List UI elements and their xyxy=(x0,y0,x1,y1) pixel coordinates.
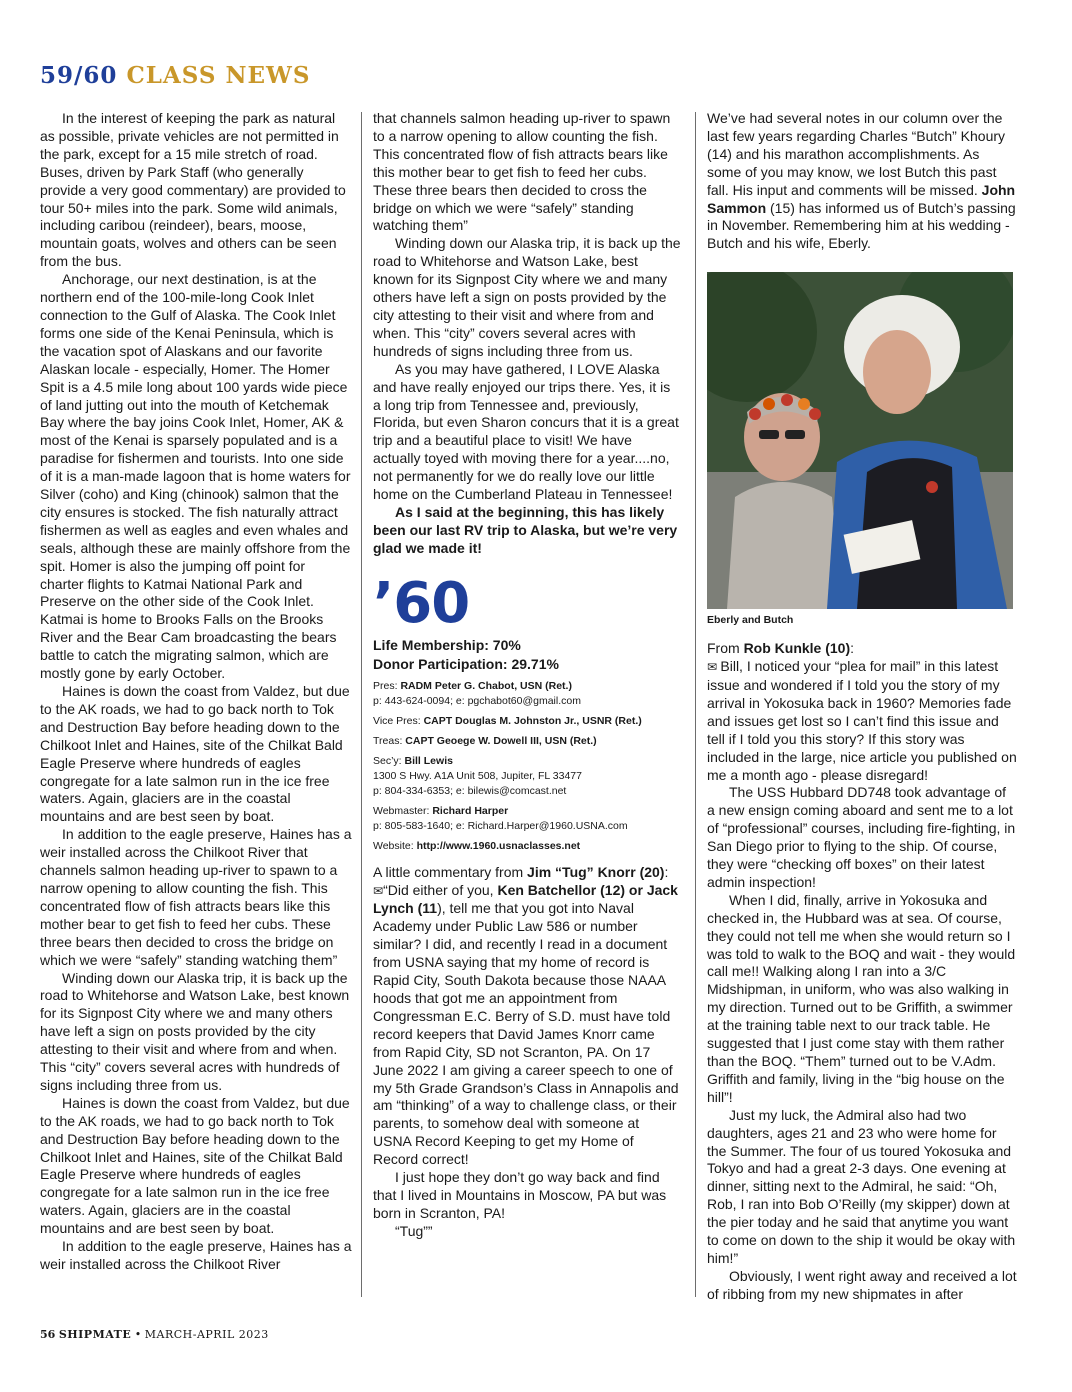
contact: p: 805-583-1640; e: Richard.Harper@1960.USNA.com xyxy=(373,819,628,832)
person-name: John Sammon xyxy=(707,181,1016,216)
paragraph: that channels salmon heading up-river to spawn to a narrow opening to allow counting the fish. This concentrated flow of fish attracts bears like this mother bear to get fish to feed her cubs. These three bears then decided to cross the bridge on which we were “safely” standing watching them” xyxy=(373,110,671,234)
label: Vice Pres: xyxy=(373,714,424,727)
magazine-name: SHIPMATE xyxy=(58,1328,132,1341)
paragraph: Haines is down the coast from Valdez, but due to the AK roads, we had to go back north to Tok and Destruction Bay before heading down to the Chilkoot Inlet and Haines, site of the Chilkat Bald Eagle Preserve where hundreds of eagles congregate for a late salmon run in the ice free waters. Again, glaciers are in the coastal mountains and are best seen by boat. xyxy=(40,683,350,825)
paragraph: Winding down our Alaska trip, it is back up the road to Whitehorse and Watson Lake, best known for its Signpost City where we and many others have left a sign on posts provided by the city attesting to their visit and where from and when. This “city” covers several acres with hundreds of signs including three from us. xyxy=(373,235,681,359)
contact: p: 443-624-0094; e: pgchabot60@gmail.com xyxy=(373,694,581,707)
column-divider xyxy=(695,112,696,1297)
author-name: Rob Kunkle (10) xyxy=(743,640,851,657)
website-link[interactable]: http://www.1960.usnaclasses.net xyxy=(416,839,581,852)
paragraph: In the interest of keeping the park as natural as possible, private vehicles are not permitted in the park, except for a 15 mile stretch of road. Buses, driven by Park Staff (who generally provide a very good commentary) are provided to tour 50+ miles into the park. Some wild animals, including caribou (reindeer), bears, moose, mountain goats, wolves and others can be seen from the bus. xyxy=(40,110,346,270)
text: : xyxy=(850,640,855,657)
officer-vice-pres xyxy=(373,714,681,729)
paragraph: I just hope they don’t go way back and find that I lived in Mountains in Moscow, PA but was born in Scranton, PA! xyxy=(373,1169,667,1221)
officer-name: Richard Harper xyxy=(432,804,509,817)
text: A little commentary from xyxy=(373,863,528,880)
letter xyxy=(373,882,681,1170)
class-number: 59/60 xyxy=(40,62,118,89)
column-divider xyxy=(361,112,362,1297)
envelope-icon: ✉ xyxy=(707,660,721,675)
commentary-intro xyxy=(373,864,681,882)
paragraph: Just my luck, the Admiral also had two daughters, ages 21 and 23 who were home for the Summer. The four of us toured Yokosuka and Tokyo and had a great 2-3 days. One evening at dinner, sitting next to the Admiral, he said: “Oh, Rob, I ran into Bob O’Reilly (my skipper) down at the pier today and he said that anytime you want to come on down to the ship it would be okay with him!” xyxy=(707,1106,1016,1266)
paragraph: Obviously, I went right away and received a lot of ribbing from my new shipmates in after xyxy=(707,1267,1017,1302)
class-year-heading: ’60 xyxy=(373,570,470,636)
officer-name: CAPT Geoege W. Dowell III, USN (Ret.) xyxy=(405,734,597,747)
letter xyxy=(707,658,1017,784)
paragraph: Winding down our Alaska trip, it is back up the road to Whitehorse and Watson Lake, best known for its Signpost City where we and many others have left a sign on posts provided by the city attesting to their visit and where from and when. This “city” covers several acres with hundreds of signs including three from us. xyxy=(40,969,350,1093)
column-3 xyxy=(707,110,1017,1304)
page-footer xyxy=(40,1328,269,1341)
life-membership: Life Membership: 70% xyxy=(373,636,521,653)
wedding-photo xyxy=(707,272,1013,609)
officer-secy xyxy=(373,754,681,799)
address: 1300 S Hwy. A1A Unit 508, Jupiter, FL 33477 xyxy=(373,769,582,782)
paragraph-bold xyxy=(373,504,681,558)
officer-webmaster xyxy=(373,804,681,834)
issue-date: MARCH-APRIL 2023 xyxy=(144,1328,269,1341)
photo-illustration xyxy=(707,272,1013,609)
text: From xyxy=(707,640,744,657)
paragraph: The USS Hubbard DD748 took advantage of a new ensign coming aboard and sent me to a lot of “professional” courses, including fire-fighting, in San Diego prior to flying to the ship. Of course, they were “checking off boxes” on their latest admin inspection! xyxy=(707,784,1016,890)
text: (15) has informed us of Butch’s passing in November. Remembering him at his wedding - Butch and his wife, Eberly. xyxy=(707,199,1016,252)
paragraph: In addition to the eagle preserve, Haines has a weir installed across the Chilkoot River xyxy=(40,1238,352,1272)
label: Pres: xyxy=(373,679,401,692)
label: Webmaster: xyxy=(373,804,433,817)
paragraph: As you may have gathered, I LOVE Alaska and have really enjoyed our trips there. Yes, it is a long trip from Tennessee and, previously, Florida, but even Sharon concurs that it is a great trip and a beautiful place to visit! We have actually toyed with moving there for a year....no, not permanently for we do really love our little home on the Cumberland Plateau in Tennessee! xyxy=(373,360,679,503)
text: : xyxy=(664,863,669,880)
paragraph: Haines is down the coast from Valdez, but due to the AK roads, we had to go back north to Tok and Destruction Bay before heading down to the Chilkoot Inlet and Haines, site of the Chilkat Bald Eagle Preserve where hundreds of eagles congregate for a late salmon run in the ice free waters. Again, glaciers are in the coastal mountains and are best seen by boat. xyxy=(40,1094,350,1237)
text: “Did either of you, xyxy=(383,881,498,898)
page-number: 56 xyxy=(40,1328,56,1341)
donor-participation: Donor Participation: 29.71% xyxy=(373,655,559,672)
page-title xyxy=(40,62,310,89)
officer-name: RADM Peter G. Chabot, USN (Ret.) xyxy=(400,679,572,692)
text: We’ve had several notes in our column over the last few years regarding Charles “Butch” Khoury (14) and his marathon accomplishments. As some of you may know, we lost Butch this past fall. His input and comments will be missed. xyxy=(707,110,1006,198)
column-2 xyxy=(373,110,681,1241)
closing-remark: As I said at the beginning, this has likely been our last RV trip to Alaska, but we’re very glad we made it! xyxy=(373,503,678,556)
label: Sec’y: xyxy=(373,754,405,767)
officer-treas xyxy=(373,734,681,749)
from-line xyxy=(707,640,1017,658)
label: Treas: xyxy=(373,734,406,747)
photo-caption: Eberly and Butch xyxy=(707,614,794,627)
signature: “Tug”” xyxy=(395,1222,433,1239)
author-name: Jim “Tug” Knorr (20) xyxy=(527,863,665,880)
text: ), tell me that you got into Naval Academy under Public Law 586 or number similar? I did, and recently I read in a document from USNA saying that my home of record is Rapid City, South Dakota because those NAAA hoods that got me an appointment from Congressman E.C. Berry of S.D. must have told record keepers that David James Knorr came from Rapid City, SD not Scranton, PA. On 17 June 2022 I am giving a career speech to one of my 5th Grade Grandson’s Class in Annapolis and am “thinking” of a way to challenge class, or their parents, to somehow deal with someone at USNA Record Keeping to get my Home of Record correct! xyxy=(373,900,679,1168)
contact: p: 804-334-6353; e: bilewis@comcast.net xyxy=(373,784,567,797)
column-1 xyxy=(40,110,352,1274)
paragraph xyxy=(707,110,1017,253)
officer-name: Bill Lewis xyxy=(404,754,453,767)
paragraph: When I did, finally, arrive in Yokosuka and checked in, the Hubbard was at sea. Of course, they could not tell me when she would return so I was told to walk to the BOQ and wait - they would call me!! Walking along I ran into a 3/C Midshipman, in uniform, who was also walking in my direction. Turned out to be Griffith, a swimmer at the training table next to our track table. He suggested that I just come stay with them rather than the BOQ. “Them” turned out to be V.Adm. Griffith and family, living in the “big house on the hill”! xyxy=(707,891,1016,1105)
label: Website: xyxy=(373,839,417,852)
text: Bill, I noticed your “plea for mail” in this latest issue and wondered if I told you the story of my arrival in Yokosuka back in 1960? Memories fade and issues get lost so I can’t find this issue and tell if I told you this story? If this story was included in the large, nice article you published on me a month ago - please disregard! xyxy=(707,658,1017,783)
officer-name: CAPT Douglas M. Johnston Jr., USNR (Ret.) xyxy=(423,714,642,727)
envelope-icon: ✉ xyxy=(373,883,384,898)
paragraph: Anchorage, our next destination, is at the northern end of the 100-mile-long Cook Inlet connection to the Gulf of Alaska. The Cook Inlet forms one side of the Kenai Peninsula, which is the vacation spot of Alaskans and our favorite Alaskan locale - especially, Homer. The Homer Spit is a 4.5 mile long about 100 yards wide piece of land jutting out into the mouth of Ketchemak Bay where the bay joins Cook Inlet, Homer, AK & most of the Kenai is sparsely populated and is a paradise for fishermen and tourists. Into one side of it is a man-made lagoon that is home waters for Silver (coho) and King (chinook) salmon that the city ensures is stocked. The fish naturally attract fishermen as well as eagles and even whales and seals, although these are mainly offshore from the spit. Homer is also the jumping off point for charter flights to Katmai National Park and Preserve on the other side of the Cook Inlet. Katmai is home to Brooks Falls on the Brooks River and the Bear Cam broadcasting the bears battle to catch the migrating salmon, which are mostly gone by early October. xyxy=(40,271,351,682)
names: Ken Batchellor (12) or Jack Lynch (11 xyxy=(373,881,678,917)
website xyxy=(373,839,681,854)
paragraph: In addition to the eagle preserve, Haines has a weir installed across the Chilkoot River that channels salmon heading up-river to spawn to a narrow opening to allow counting the fish. This concentrated flow of fish attracts bears like this mother bear to get fish to feed her cubs. These three bears then decided to cross the bridge on which we were “safely” standing watching them” xyxy=(40,826,352,968)
officer-pres xyxy=(373,679,681,709)
separator: • xyxy=(134,1328,142,1341)
section-title: CLASS NEWS xyxy=(126,62,311,89)
